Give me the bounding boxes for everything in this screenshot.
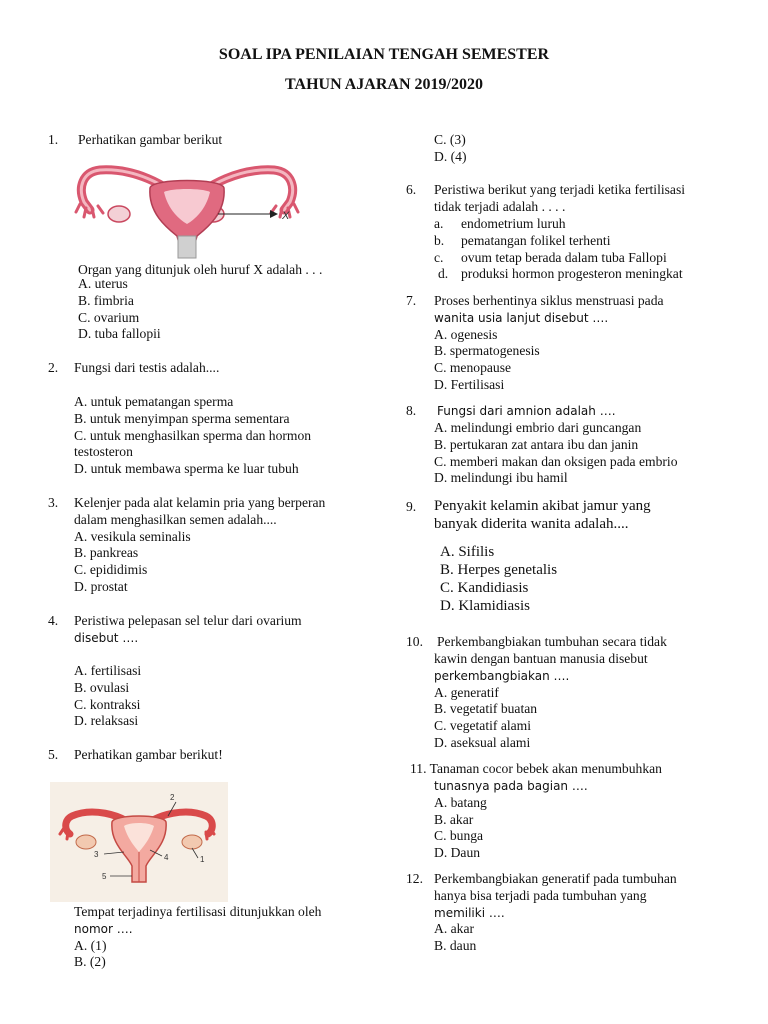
option-b[interactable]: B. untuk menyimpan sperma sementara <box>74 410 290 426</box>
option-b[interactable]: B. (2) <box>74 954 106 970</box>
question-line: hanya bisa terjadi pada tumbuhan yang <box>434 887 647 903</box>
option-a[interactable]: A. uterus <box>78 276 128 291</box>
option-c[interactable]: C. menopause <box>434 360 512 376</box>
question-prompt: Perhatikan gambar berikut <box>78 132 223 147</box>
question-prompt <box>74 495 325 596</box>
question-line: Peristiwa berikut yang terjadi ketika fertilisasi <box>434 182 686 197</box>
option-c[interactable]: C. bunga <box>434 828 484 844</box>
question-5-options-continued <box>434 132 466 166</box>
question-line: perkembangbiakan …. <box>434 668 570 683</box>
option-a[interactable]: A. akar <box>434 921 475 937</box>
question-line: tunasnya pada bagian …. <box>434 779 588 793</box>
figure-label-3: 3 <box>94 850 99 859</box>
option-d[interactable]: D. untuk membawa sperma ke luar tubuh <box>74 461 299 477</box>
question-line: Tempat terjadinya fertilisasi ditunjukkan oleh <box>74 904 322 919</box>
options-list <box>434 216 683 283</box>
question-number: 1. <box>48 132 59 147</box>
question-prompt-line1: Perkembangbiakan tumbuhan secara tidak <box>437 634 667 649</box>
option-d[interactable]: D. tuba fallopii <box>78 326 161 342</box>
option-d[interactable]: D. melindungi ibu hamil <box>434 470 568 486</box>
question-number: 2. <box>48 360 59 375</box>
question-prompt <box>434 651 648 752</box>
question-line: wanita usia lanjut disebut …. <box>434 310 609 325</box>
option-a[interactable]: a. endometrium luruh <box>434 216 566 231</box>
question-line: dalam menghasilkan semen adalah.... <box>74 511 277 527</box>
option-c[interactable]: C. memberi makan dan oksigen pada embrio <box>434 453 678 469</box>
question-line: kawin dengan bantuan manusia disebut <box>434 651 648 666</box>
question-prompt: Perhatikan gambar berikut! <box>74 747 223 762</box>
option-a[interactable]: A. fertilisasi <box>74 663 142 678</box>
question-prompt-line1: 11. Tanaman cocor bebek akan menumbuhkan <box>410 761 662 776</box>
figure-label-1: 1 <box>200 855 205 864</box>
options-list <box>434 420 678 487</box>
option-b[interactable]: b. pematangan folikel terhenti <box>434 232 611 248</box>
option-d[interactable]: D. Fertilisasi <box>434 376 505 392</box>
options-list <box>440 543 557 615</box>
option-b[interactable]: B. ovulasi <box>74 679 130 695</box>
question-prompt <box>434 497 651 533</box>
question-line: Penyakit kelamin akibat jamur yang <box>434 498 651 514</box>
uterus-figure <box>72 158 302 260</box>
option-d[interactable]: D. prostat <box>74 578 128 594</box>
question-prompt <box>434 871 677 955</box>
options-list <box>74 394 311 478</box>
option-c[interactable]: C. epididimis <box>74 562 148 578</box>
question-line: banyak diderita wanita adalah.... <box>434 516 629 532</box>
question-line: Peristiwa pelepasan sel telur dari ovarium <box>74 613 302 628</box>
question-line: nomor …. <box>74 921 133 936</box>
option-d[interactable]: D. relaksasi <box>74 713 139 729</box>
option-b[interactable]: B. daun <box>434 938 477 954</box>
question-line: Proses berhentinya siklus menstruasi pada <box>434 293 664 308</box>
question-text <box>74 904 321 971</box>
option-b[interactable]: B. spermatogenesis <box>434 343 540 359</box>
option-d[interactable]: D. (4) <box>434 148 467 164</box>
document-subtitle: TAHUN AJARAN 2019/2020 <box>285 76 483 93</box>
option-c[interactable]: C. ovarium <box>78 309 140 325</box>
question-number: 6. <box>406 182 417 197</box>
option-d[interactable]: D. aseksual alami <box>434 734 531 750</box>
option-a[interactable]: A. batang <box>434 794 487 810</box>
options-list <box>74 663 141 730</box>
figure-label-5: 5 <box>102 872 107 881</box>
option-b[interactable]: B. vegetatif buatan <box>434 701 538 717</box>
question-number: 7. <box>406 293 417 308</box>
option-c[interactable]: c. ovum tetap berada dalam tuba Fallopi <box>434 249 667 265</box>
question-line: Kelenjer pada alat kelamin pria yang berperan <box>74 495 326 510</box>
figure-label-2: 2 <box>170 793 175 802</box>
option-b[interactable]: B. pankreas <box>74 545 139 561</box>
option-b[interactable]: B. fimbria <box>78 292 134 308</box>
question-line: Perkembangbiakan generatif pada tumbuhan <box>434 871 677 886</box>
question-prompt <box>74 613 302 647</box>
question-number: 8. <box>406 403 417 418</box>
option-a[interactable]: A. untuk pematangan sperma <box>74 394 234 409</box>
question-prompt <box>434 778 588 862</box>
figure-label-4: 4 <box>164 853 169 862</box>
question-number: 4. <box>48 613 59 628</box>
question-number: 5. <box>48 747 59 762</box>
option-a[interactable]: A. (1) <box>74 937 107 953</box>
option-b[interactable]: B. akar <box>434 811 474 827</box>
options-list <box>78 276 161 343</box>
reproductive-diagram-figure <box>50 782 228 902</box>
option-d[interactable]: D. Daun <box>434 845 481 861</box>
question-line: disebut …. <box>74 630 139 645</box>
option-b[interactable]: B. pertukaran zat antara ibu dan janin <box>434 436 639 452</box>
question-prompt <box>434 182 685 216</box>
question-prompt: Fungsi dari amnion adalah …. <box>437 404 616 418</box>
question-text: Organ yang ditunjuk oleh huruf X adalah . . . <box>78 262 323 277</box>
figure-label-x: X <box>282 210 290 222</box>
option-c[interactable]: C. Kandidiasis <box>440 580 529 596</box>
option-a[interactable]: A. generatif <box>434 684 499 700</box>
question-line: memiliki …. <box>434 905 505 920</box>
question-line: tidak terjadi adalah . . . . <box>434 198 566 214</box>
option-a[interactable]: A. vesikula seminalis <box>74 528 191 544</box>
option-d[interactable]: d. produksi hormon progesteron meningkat <box>438 266 683 282</box>
question-number: 10. <box>406 634 423 649</box>
question-number: 12. <box>406 871 423 886</box>
option-c[interactable]: C. untuk menghasilkan sperma dan hormon <box>74 427 312 443</box>
question-prompt <box>434 293 664 394</box>
option-c-continued: testosteron <box>74 444 133 460</box>
option-d[interactable]: D. Klamidiasis <box>440 598 530 614</box>
option-a[interactable]: A. Sifilis <box>440 544 495 560</box>
question-number: 9. <box>406 499 417 514</box>
option-b[interactable]: B. Herpes genetalis <box>440 562 558 578</box>
option-a[interactable]: A. ogenesis <box>434 326 498 342</box>
option-a[interactable]: A. melindungi embrio dari guncangan <box>434 420 642 435</box>
question-prompt: Fungsi dari testis adalah.... <box>74 360 220 375</box>
document-title: SOAL IPA PENILAIAN TENGAH SEMESTER <box>218 46 550 63</box>
option-c[interactable]: C. vegetatif alami <box>434 718 532 734</box>
option-c[interactable]: C. (3) <box>434 132 466 147</box>
question-number: 3. <box>48 495 59 510</box>
option-c[interactable]: C. kontraksi <box>74 696 141 712</box>
